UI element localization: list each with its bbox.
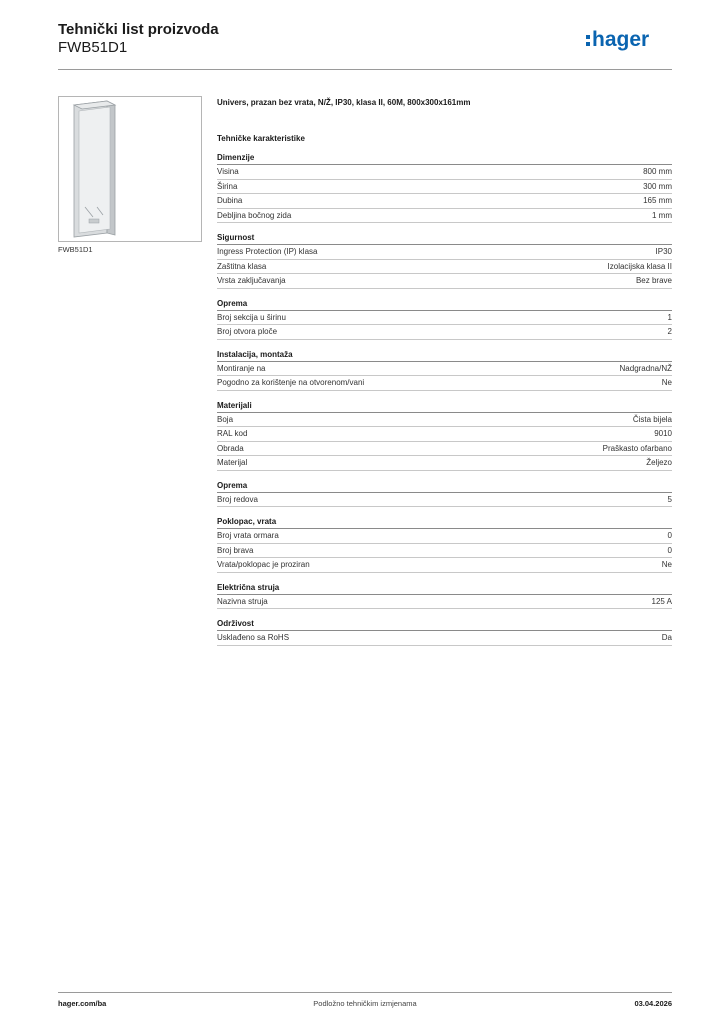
spec-row <box>217 493 672 508</box>
spec-row <box>217 311 672 326</box>
spec-sections <box>217 152 672 646</box>
spec-value: 0 <box>667 531 672 540</box>
spec-label: Usklađeno sa RoHS <box>217 633 290 642</box>
spec-label: Broj vrata ormara <box>217 531 279 540</box>
spec-row <box>217 362 672 377</box>
svg-text:hager: hager <box>592 28 650 51</box>
spec-row <box>217 260 672 275</box>
spec-label: Dubina <box>217 196 243 205</box>
section-title: Oprema <box>217 480 672 493</box>
spec-row <box>217 180 672 195</box>
section-title: Poklopac, vrata <box>217 516 672 529</box>
spec-label: Materijal <box>217 458 248 467</box>
spec-label: Ingress Protection (IP) klasa <box>217 247 318 256</box>
spec-row <box>217 529 672 544</box>
spec-section <box>217 516 672 573</box>
spec-value: Željezo <box>646 458 672 467</box>
spec-value: IP30 <box>655 247 672 256</box>
page-title: Tehnički list proizvoda <box>58 21 219 38</box>
spec-row <box>217 413 672 428</box>
spec-section <box>217 480 672 508</box>
spec-label: Širina <box>217 181 238 191</box>
spec-section <box>217 232 672 289</box>
spec-row <box>217 376 672 391</box>
spec-label: Vrsta zaključavanja <box>217 276 286 285</box>
section-title: Električna struja <box>217 582 672 595</box>
spec-label: Pogodno za korištenje na otvorenom/vani <box>217 378 365 387</box>
spec-section <box>217 298 672 340</box>
enclosure-illustration <box>59 97 201 241</box>
spec-value: Čista bijela <box>632 414 672 424</box>
tech-heading: Tehničke karakteristike <box>217 134 305 143</box>
spec-content <box>217 96 672 646</box>
product-image <box>58 96 202 242</box>
spec-row <box>217 558 672 573</box>
product-code: FWB51D1 <box>58 39 128 56</box>
section-title: Instalacija, montaža <box>217 349 672 362</box>
spec-row <box>217 165 672 180</box>
spec-value: 5 <box>667 494 672 504</box>
footer-note: Podložno tehničkim izmjenama <box>313 999 417 1008</box>
spec-value: 0 <box>667 545 672 555</box>
spec-row <box>217 631 672 646</box>
image-caption: FWB51D1 <box>58 245 93 254</box>
spec-value: 2 <box>667 327 672 336</box>
spec-value: 1 <box>667 312 672 322</box>
spec-row <box>217 595 672 610</box>
spec-value: Nadgradna/NŽ <box>619 363 672 373</box>
spec-row <box>217 274 672 289</box>
spec-section <box>217 349 672 391</box>
spec-section <box>217 400 672 471</box>
page-header <box>58 21 672 70</box>
spec-section <box>217 582 672 610</box>
spec-row <box>217 427 672 442</box>
spec-value: 1 mm <box>652 210 672 220</box>
spec-label: Debljina bočnog zida <box>217 210 292 220</box>
spec-value: Ne <box>661 560 672 569</box>
spec-value: 800 mm <box>643 167 672 176</box>
spec-label: Broj otvora ploče <box>217 327 278 336</box>
spec-row <box>217 194 672 209</box>
spec-value: Bez brave <box>635 276 672 285</box>
spec-label: Vrata/poklopac je proziran <box>217 560 310 569</box>
footer-date: 03.04.2026 <box>634 999 672 1008</box>
section-title: Sigurnost <box>217 232 672 245</box>
spec-label: Zaštitna klasa <box>217 261 267 271</box>
spec-label: RAL kod <box>217 429 248 438</box>
spec-label: Broj sekcija u širinu <box>217 312 286 322</box>
spec-row <box>217 209 672 224</box>
spec-value: Praškasto ofarbano <box>602 443 672 453</box>
spec-label: Montiranje na <box>217 363 266 373</box>
hager-logo <box>586 27 672 53</box>
spec-label: Nazivna struja <box>217 596 268 606</box>
spec-row <box>217 456 672 471</box>
section-title: Materijali <box>217 400 672 413</box>
spec-row <box>217 245 672 260</box>
spec-value: 300 mm <box>643 181 672 191</box>
footer-website[interactable]: hager.com/ba <box>58 999 107 1008</box>
spec-value: Da <box>661 633 672 642</box>
spec-label: Broj redova <box>217 494 258 504</box>
section-title: Dimenzije <box>217 152 672 165</box>
spec-row <box>217 325 672 340</box>
section-title: Oprema <box>217 298 672 311</box>
spec-label: Boja <box>217 414 234 424</box>
spec-value: 9010 <box>654 429 672 438</box>
spec-label: Broj brava <box>217 545 254 555</box>
spec-value: 125 A <box>651 596 672 606</box>
spec-section <box>217 618 672 646</box>
spec-section <box>217 152 672 223</box>
product-description: Univers, prazan bez vrata, N/Ž, IP30, klasa II, 60M, 800x300x161mm <box>217 98 471 107</box>
page-footer <box>58 992 672 1008</box>
section-title: Održivost <box>217 618 672 631</box>
spec-label: Obrada <box>217 443 244 453</box>
spec-row <box>217 544 672 559</box>
spec-value: 165 mm <box>643 196 672 205</box>
spec-value: Ne <box>661 378 672 387</box>
spec-value: Izolacijska klasa II <box>607 261 672 271</box>
spec-label: Visina <box>217 167 239 176</box>
spec-row <box>217 442 672 457</box>
